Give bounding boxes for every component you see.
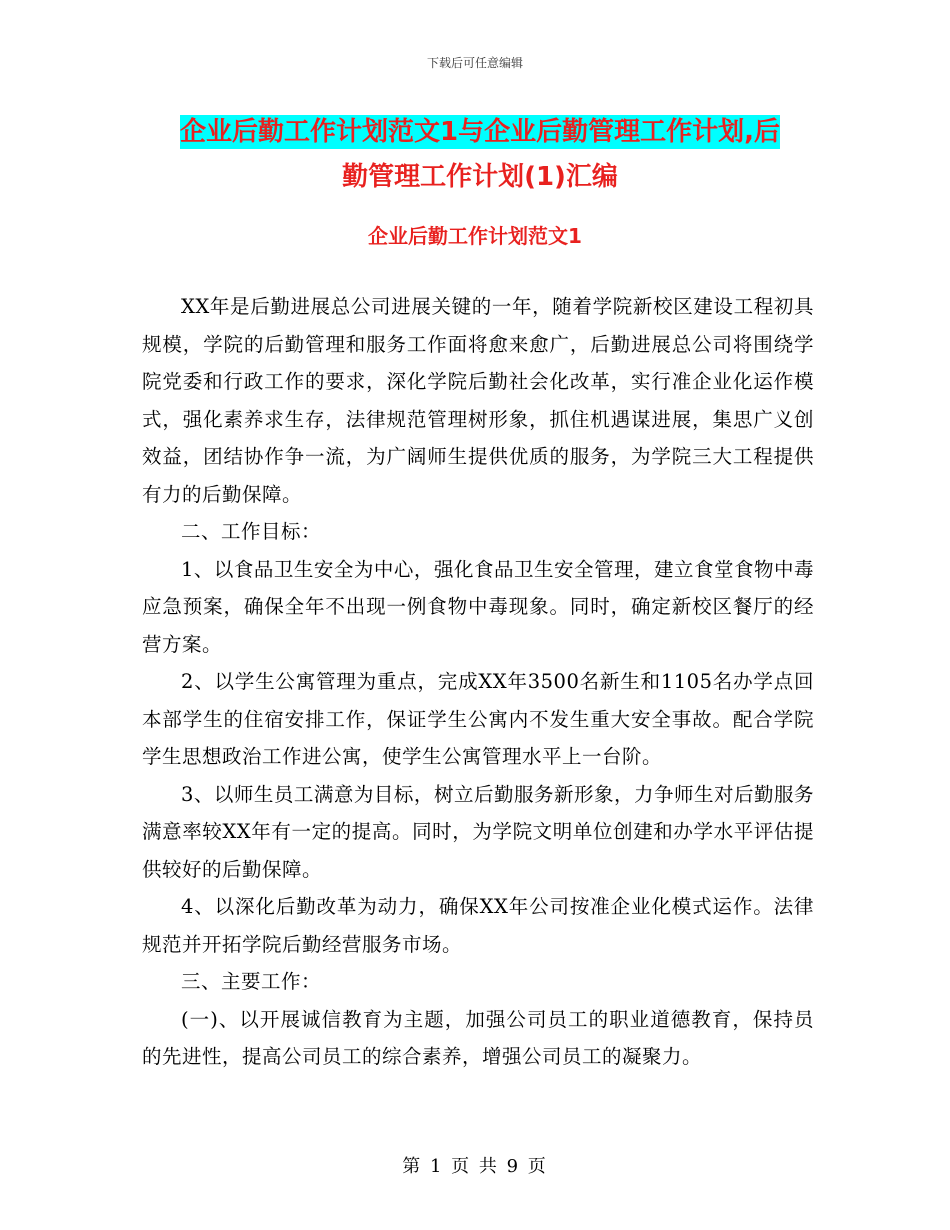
page-footer: 第 1 页 共 9 页	[402, 1156, 548, 1177]
paragraph: 4、以深化后勤改革为动力，确保XX年公司按准企业化模式运作。法律规范并开拓学院后勤经营服务市场。	[142, 895, 814, 956]
document-title	[140, 110, 820, 200]
header-note: 下载后可任意编辑	[426, 56, 523, 70]
paragraph: (一)、以开展诚信教育为主题，加强公司员工的职业道德教育，保持员的先进性，提高公司员工的综合素养，增强公司员工的凝聚力。	[142, 1007, 814, 1068]
document-title-line-1: 企业后勤工作计划范文1与企业后勤管理工作计划,后	[180, 117, 780, 147]
paragraph: 1、以食品卫生安全为中心，强化食品卫生安全管理，建立食堂食物中毒应急预案，确保全年不出现一例食物中毒现象。同时，确定新校区餐厅的经营方案。	[142, 557, 814, 656]
paragraph: 三、主要工作：	[181, 970, 322, 993]
document-title-line-2: 勤管理工作计划(1)汇编	[342, 162, 618, 192]
paragraph: 3、以师生员工满意为目标，树立后勤服务新形象，力争师生对后勤服务满意率较XX年有一定的提高。同时，为学院文明单位创建和办学水平评估提供较好的后勤保障。	[142, 782, 814, 881]
section-heading: 企业后勤工作计划范文1	[368, 224, 582, 248]
paragraph: 二、工作目标：	[181, 520, 322, 543]
paragraph: XX年是后勤进展总公司进展关键的一年，随着学院新校区建设工程初具规模，学院的后勤管理和服务工作面将愈来愈广，后勤进展总公司将围绕学院党委和行政工作的要求，深化学院后勤社会化改革，实行准企业化运作模式，强化素养求生存，法律规范管理树形象，抓住机遇谋进展，集思广义创效益，团结协作争一流，为广阔师生提供优质的服务，为学院三大工程提供有力的后勤保障。	[142, 295, 814, 506]
paragraph: 2、以学生公寓管理为重点，完成XX年3500名新生和1105名办学点回本部学生的住宿安排工作，保证学生公寓内不发生重大安全事故。配合学院学生思想政治工作进公寓，使学生公寓管理水平上一台阶。	[142, 670, 814, 768]
document-body	[142, 288, 814, 1076]
